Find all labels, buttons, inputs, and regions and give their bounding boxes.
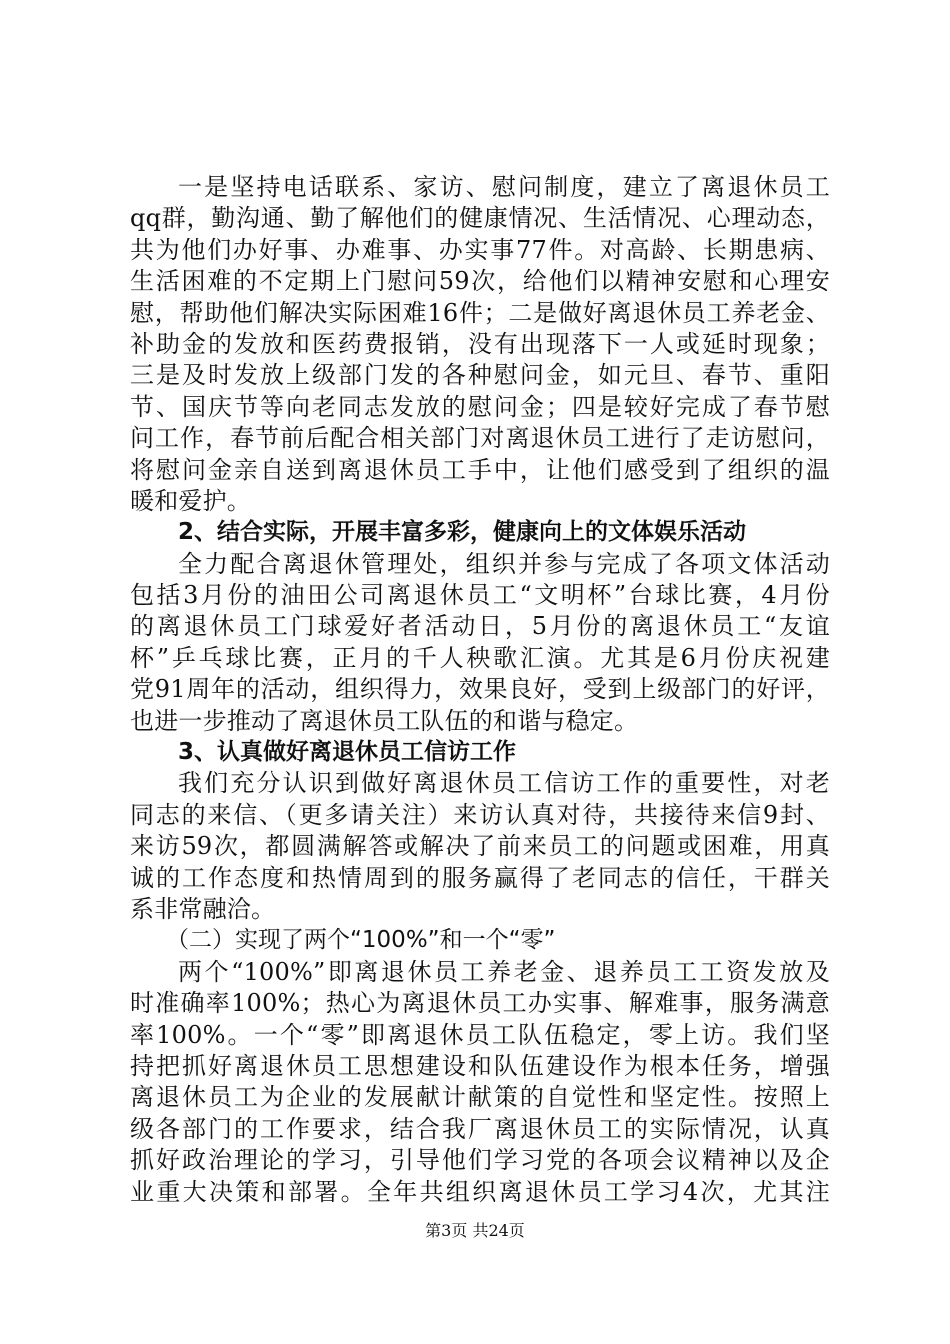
text-line: 业重大决策和部署。全年共组织离退休员工学习4次，尤其注 <box>130 1177 830 1206</box>
text-line: 问工作，春节前后配合相关部门对离退休员工进行了走访慰问， <box>130 424 830 453</box>
paragraph-2 <box>130 549 830 737</box>
section-heading-2: 2、结合实际，开展丰富多彩，健康向上的文体娱乐活动 <box>178 519 747 546</box>
text-line: 节、国庆节等向老同志发放的慰问金；四是较好完成了春节慰 <box>130 392 830 421</box>
text-line: 慰，帮助他们解决实际困难16件；二是做好离退休员工养老金、 <box>130 298 830 327</box>
text-line: 包括3月份的油田公司离退休员工“文明杯”台球比赛，4月份 <box>130 581 830 610</box>
text-line: 时准确率100%；热心为离退休员工办实事、解难事，服务满意 <box>130 989 830 1018</box>
text-line: 生活困难的不定期上门慰问59次，给他们以精神安慰和心理安 <box>130 267 830 296</box>
text-line: 党91周年的活动，组织得力，效果良好，受到上级部门的好评， <box>130 675 830 704</box>
paragraph-4 <box>130 957 830 1208</box>
page-footer: 第3页 共24页 <box>425 1221 525 1240</box>
text-line: 两个“100%”即离退休员工养老金、退养员工工资发放及 <box>178 957 830 986</box>
text-line: 抓好政治理论的学习，引导他们学习党的各项会议精神以及企 <box>130 1146 830 1175</box>
paragraph-1 <box>130 172 830 517</box>
text-line: 的离退休员工门球爱好者活动日，5月份的离退休员工“友谊 <box>130 612 830 641</box>
section-heading-3: 3、认真做好离退休员工信访工作 <box>178 739 517 766</box>
text-line: 诚的工作态度和热情周到的服务赢得了老同志的信任，干群关 <box>130 863 830 892</box>
text-line: 来访59次，都圆满解答或解决了前来员工的问题或困难，用真 <box>130 832 830 861</box>
document-body <box>130 172 830 1208</box>
text-line: qq群，勤沟通、勤了解他们的健康情况、生活情况、心理动态， <box>130 204 830 233</box>
text-line: 全力配合离退休管理处，组织并参与完成了各项文体活动 <box>178 549 830 578</box>
text-line: 暖和爱护。 <box>130 486 251 515</box>
text-line: 级各部门的工作要求，结合我厂离退休员工的实际情况，认真 <box>130 1114 830 1143</box>
text-line: 杯”乒乓球比赛，正月的千人秧歌汇演。尤其是6月份庆祝建 <box>130 643 830 672</box>
paragraph-3 <box>130 768 830 925</box>
text-line: 离退休员工为企业的发展献计献策的自觉性和坚定性。按照上 <box>130 1083 830 1112</box>
text-line: 系非常融洽。 <box>130 894 276 923</box>
text-line: 共为他们办好事、办难事、办实事77件。对高龄、长期患病、 <box>130 235 830 264</box>
text-line: 一是坚持电话联系、家访、慰问制度，建立了离退休员工 <box>178 173 830 201</box>
text-line: 率100%。一个“零”即离退休员工队伍稳定，零上访。我们坚 <box>130 1020 830 1049</box>
text-line: 也进一步推动了离退休员工队伍的和谐与稳定。 <box>130 706 639 735</box>
text-line: 补助金的发放和医药费报销，没有出现落下一人或延时现象； <box>130 329 830 358</box>
text-line: 持把抓好离退休员工思想建设和队伍建设作为根本任务，增强 <box>130 1051 830 1080</box>
text-line: 三是及时发放上级部门发的各种慰问金，如元旦、春节、重阳 <box>130 361 830 390</box>
text-line: 我们充分认识到做好离退休员工信访工作的重要性，对老 <box>178 769 830 798</box>
text-line: 同志的来信、（更多请关注）来访认真对待，共接待来信9封、 <box>130 800 830 829</box>
text-line: 将慰问金亲自送到离退休员工手中，让他们感受到了组织的温 <box>130 455 830 484</box>
section-heading-part-2: （二）实现了两个“100%”和一个“零” <box>166 927 556 954</box>
